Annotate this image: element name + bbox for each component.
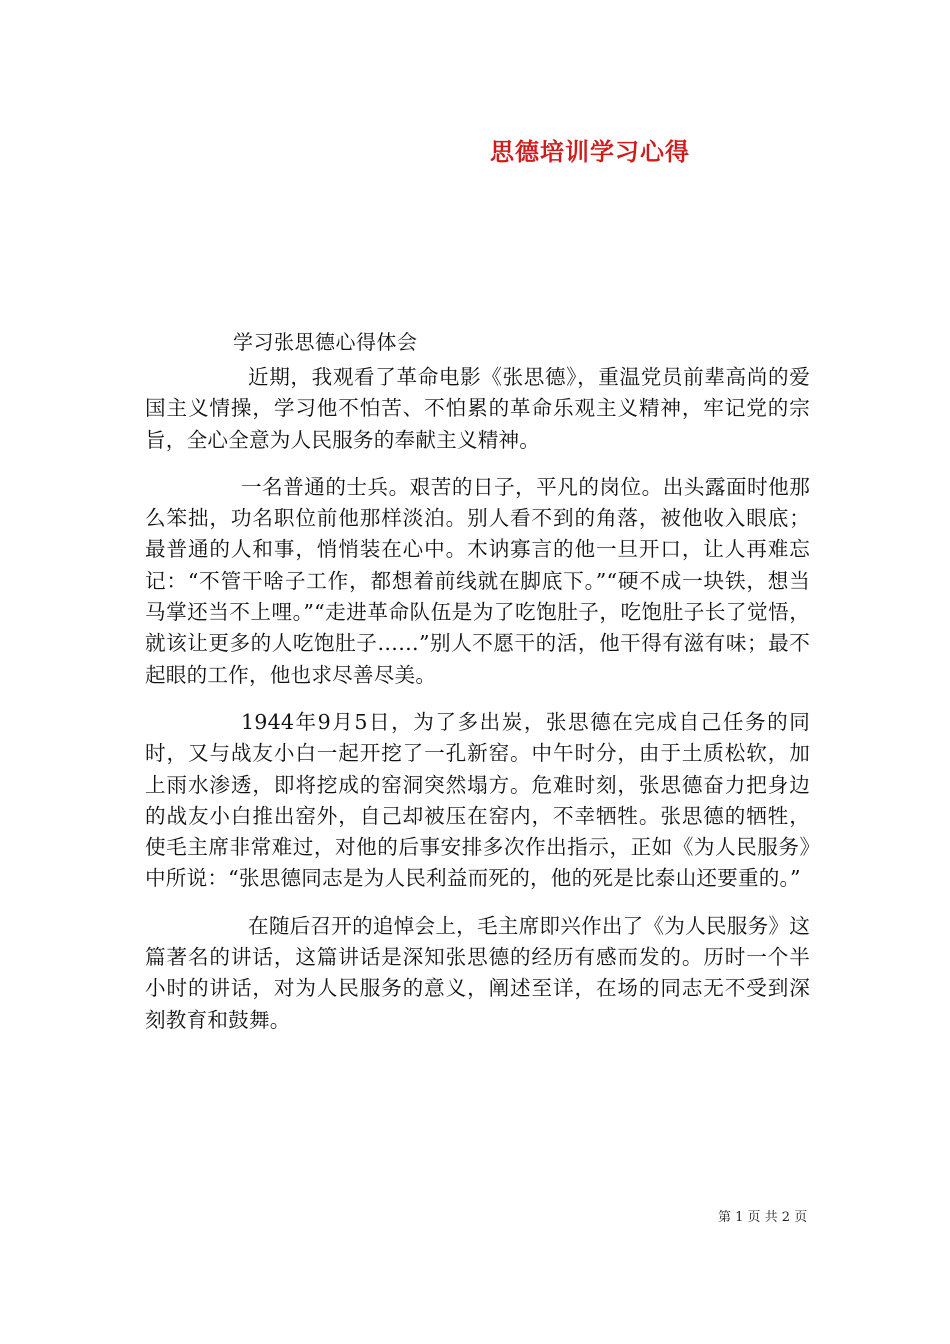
document-subtitle: 学习张思德心得体会 — [233, 330, 418, 354]
document-body — [145, 362, 810, 1052]
document-title: 思德培训学习心得 — [490, 137, 690, 166]
paragraph-4: 在随后召开的追悼会上，毛主席即兴作出了《为人民服务》这篇著名的讲话，这篇讲话是深知张思德的经历有感而发的。历时一个半小时的讲话，对为人民服务的意义，阐述至详，在场的同志无不受到深刻教育和鼓舞。 — [145, 913, 810, 1032]
paragraph-2: 一名普通的士兵。艰苦的日子，平凡的岗位。出头露面时他那么笨拙，功名职位前他那样淡泊。别人看不到的角落，被他收入眼底；最普通的人和事，悄悄装在心中。木讷寡言的他一旦开口，让人再难忘记：“不管干啥子工作，都想着前线就在脚底下。”“硬不成一块铁，想当马掌还当不上哩。”“走进革命队伍是为了吃饱肚子，吃饱肚子长了觉悟，就该让更多的人吃饱肚子……”别人不愿干的活，他干得有滋有味；最不起眼的工作，他也求尽善尽美。 — [145, 474, 810, 687]
paragraph-1: 近期，我观看了革命电影《张思德》，重温党员前辈高尚的爱国主义情操，学习他不怕苦、不怕累的革命乐观主义精神，牢记党的宗旨，全心全意为人民服务的奉献主义精神。 — [145, 365, 810, 452]
page-number: 第 1 页 共 2 页 — [718, 1210, 808, 1225]
paragraph-3: 1944年9月5日，为了多出炭，张思德在完成自己任务的同时，又与战友小白一起开挖了一孔新窑。中午时分，由于土质松软，加上雨水渗透，即将挖成的窑洞突然塌方。危难时刻，张思德奋力把身边的战友小白推出窑外，自己却被压在窑内，不幸牺牲。张思德的牺牲，使毛主席非常难过，对他的后事安排多次作出指示，正如《为人民服务》中所说：“张思德同志是为人民利益而死的，他的死是比泰山还要重的。” — [145, 709, 810, 891]
